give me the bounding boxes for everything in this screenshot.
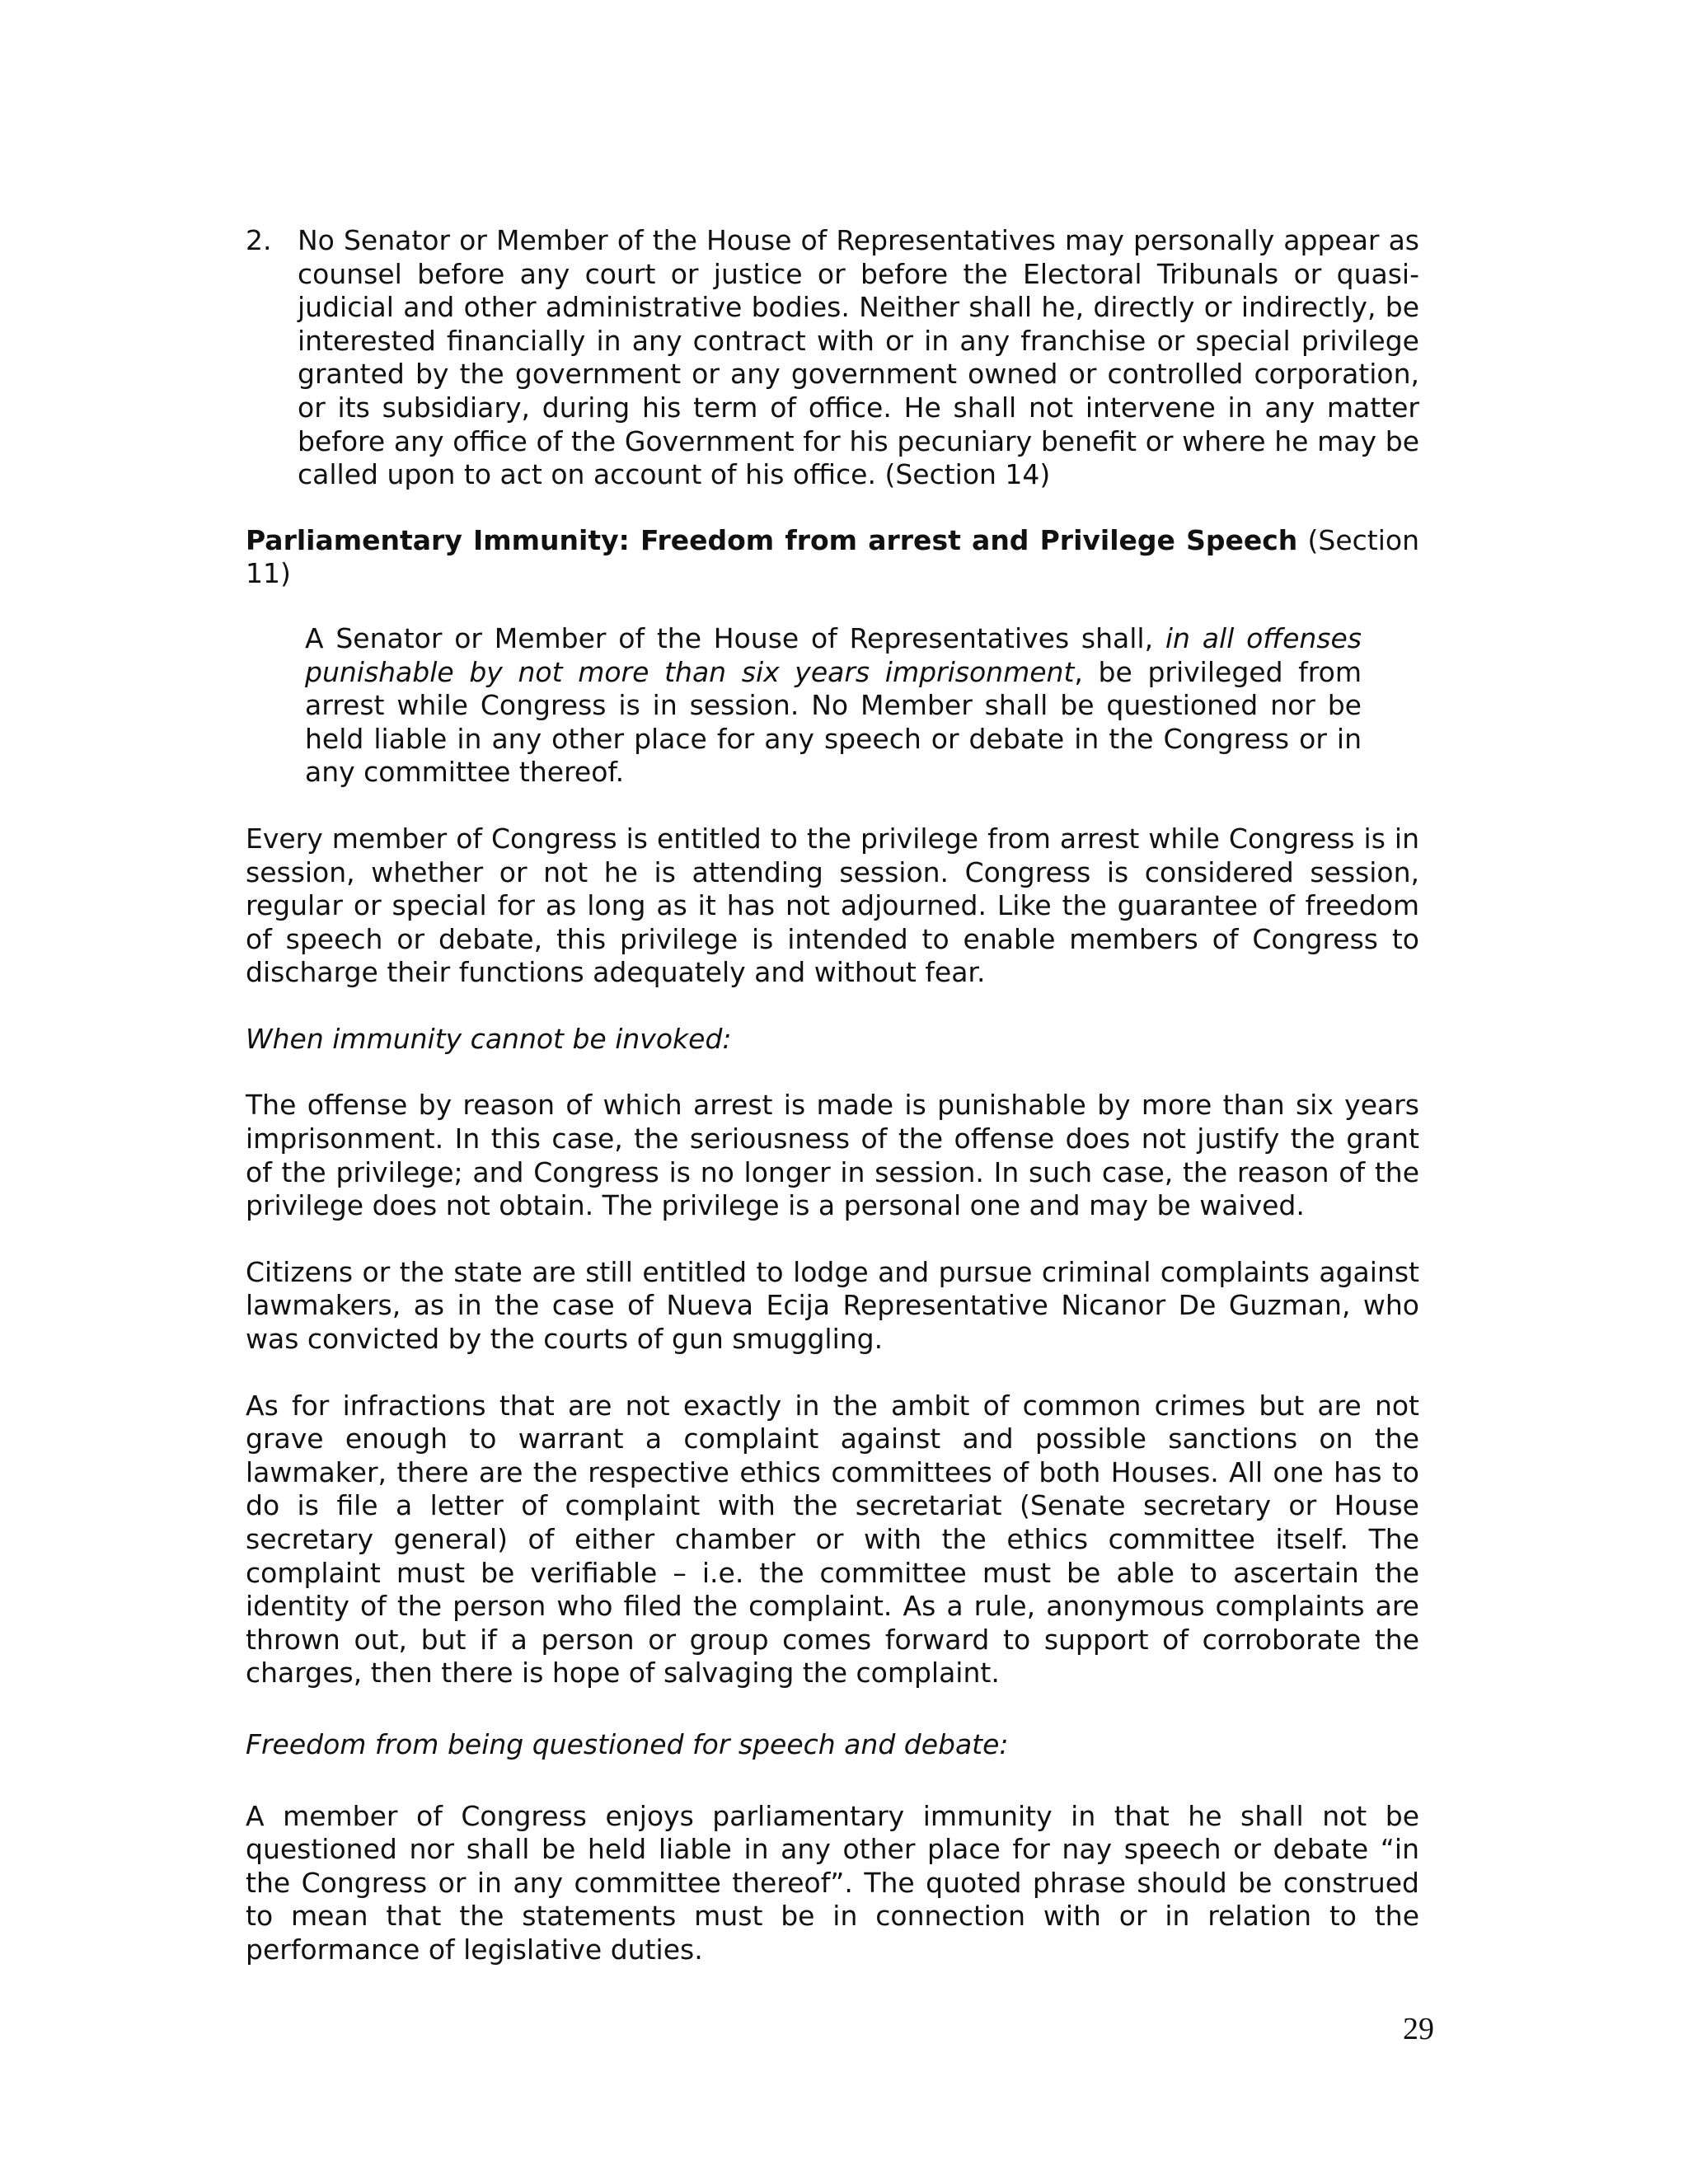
quote-italic-text: in all offenses punishable by not more than six years imprisonment xyxy=(305,621,1362,688)
subheading-freedom: Freedom from being questioned for speech and debate: xyxy=(246,1727,1009,1760)
list-item-2 xyxy=(246,224,1419,492)
document-body xyxy=(246,224,1419,1967)
paragraph-infractions: As for infractions that are not exactly in the ambit of common crimes but are not grave enough to warrant a complaint against and possible sanctions on the lawmaker, there are the respective ethics committees of both Houses. All one has to do is file a letter of complaint with the secretariat (Senate secretary or House secretary general) of either chamber or with the ethics committee itself. The complaint must be verifiable – i.e. the committee must be able to ascertain the identity of the person who filed the complaint. As a rule, anonymous complaints are thrown out, but if a person or group comes forward to support of corroborate the charges, then there is hope of salvaging the complaint. xyxy=(246,1389,1419,1690)
paragraph-member: A member of Congress enjoys parliamentary immunity in that he shall not be questioned nor shall be held liable in any other place for nay speech or debate “in the Congress or in any committee thereof”. The quoted phrase should be construed to mean that the statements must be in connection with or in relation to the performance of legislative duties. xyxy=(246,1799,1419,1966)
paragraph-citizens: Citizens or the state are still entitled to lodge and pursue criminal complaints against lawmakers, as in the case of Nueva Ecija Representative Nicanor De Guzman, who was convicted by the courts of gun smuggling. xyxy=(246,1255,1419,1356)
list-item-number: 2. xyxy=(246,224,272,256)
quote-text-2: , be privileged from arrest while Congress is in session. No Member shall be questioned nor be held liable in any other place for any speech or debate in the Congress or in any committee thereof. xyxy=(305,655,1362,789)
section-heading xyxy=(246,524,1419,591)
list-item-text: No Senator or Member of the House of Representatives may personally appear as counsel before any court or justice or before the Electoral Tribunals or quasi-judicial and other administrative bodies. Neither shall he, directly or indirectly, be interested financially in any contract with or in any franchise or special privilege granted by the government or any government owned or controlled corporation, or its subsidiary, during his term of office. He shall not intervene in any matter before any office of the Government for his pecuniary benefit or where he may be called upon to act on account of his office. (Section 14) xyxy=(298,224,1419,491)
quote-text-1: A Senator or Member of the House of Representatives shall, xyxy=(305,621,1165,654)
paragraph-offense: The offense by reason of which arrest is made is punishable by more than six years imprisonment. In this case, the seriousness of the offense does not justify the grant of the privilege; and Congress is no longer in session. In such case, the reason of the privilege does not obtain. The privilege is a personal one and may be waived. xyxy=(246,1089,1419,1222)
paragraph-every-member: Every member of Congress is entitled to the privilege from arrest while Congress is in session, whether or not he is attending session. Congress is considered session, regular or special for as long as it has not adjourned. Like the guarantee of freedom of speech or debate, this privilege is intended to enable members of Congress to discharge their functions adequately and without fear. xyxy=(246,822,1419,989)
page-number: 29 xyxy=(1403,2012,1434,2046)
subheading-immunity: When immunity cannot be invoked: xyxy=(246,1022,732,1055)
section-heading-title: Parliamentary Immunity: Freedom from arrest and Privilege Speech xyxy=(246,523,1298,556)
section-heading-reference: (Section 11) xyxy=(246,523,1419,590)
constitution-quote xyxy=(305,622,1362,790)
